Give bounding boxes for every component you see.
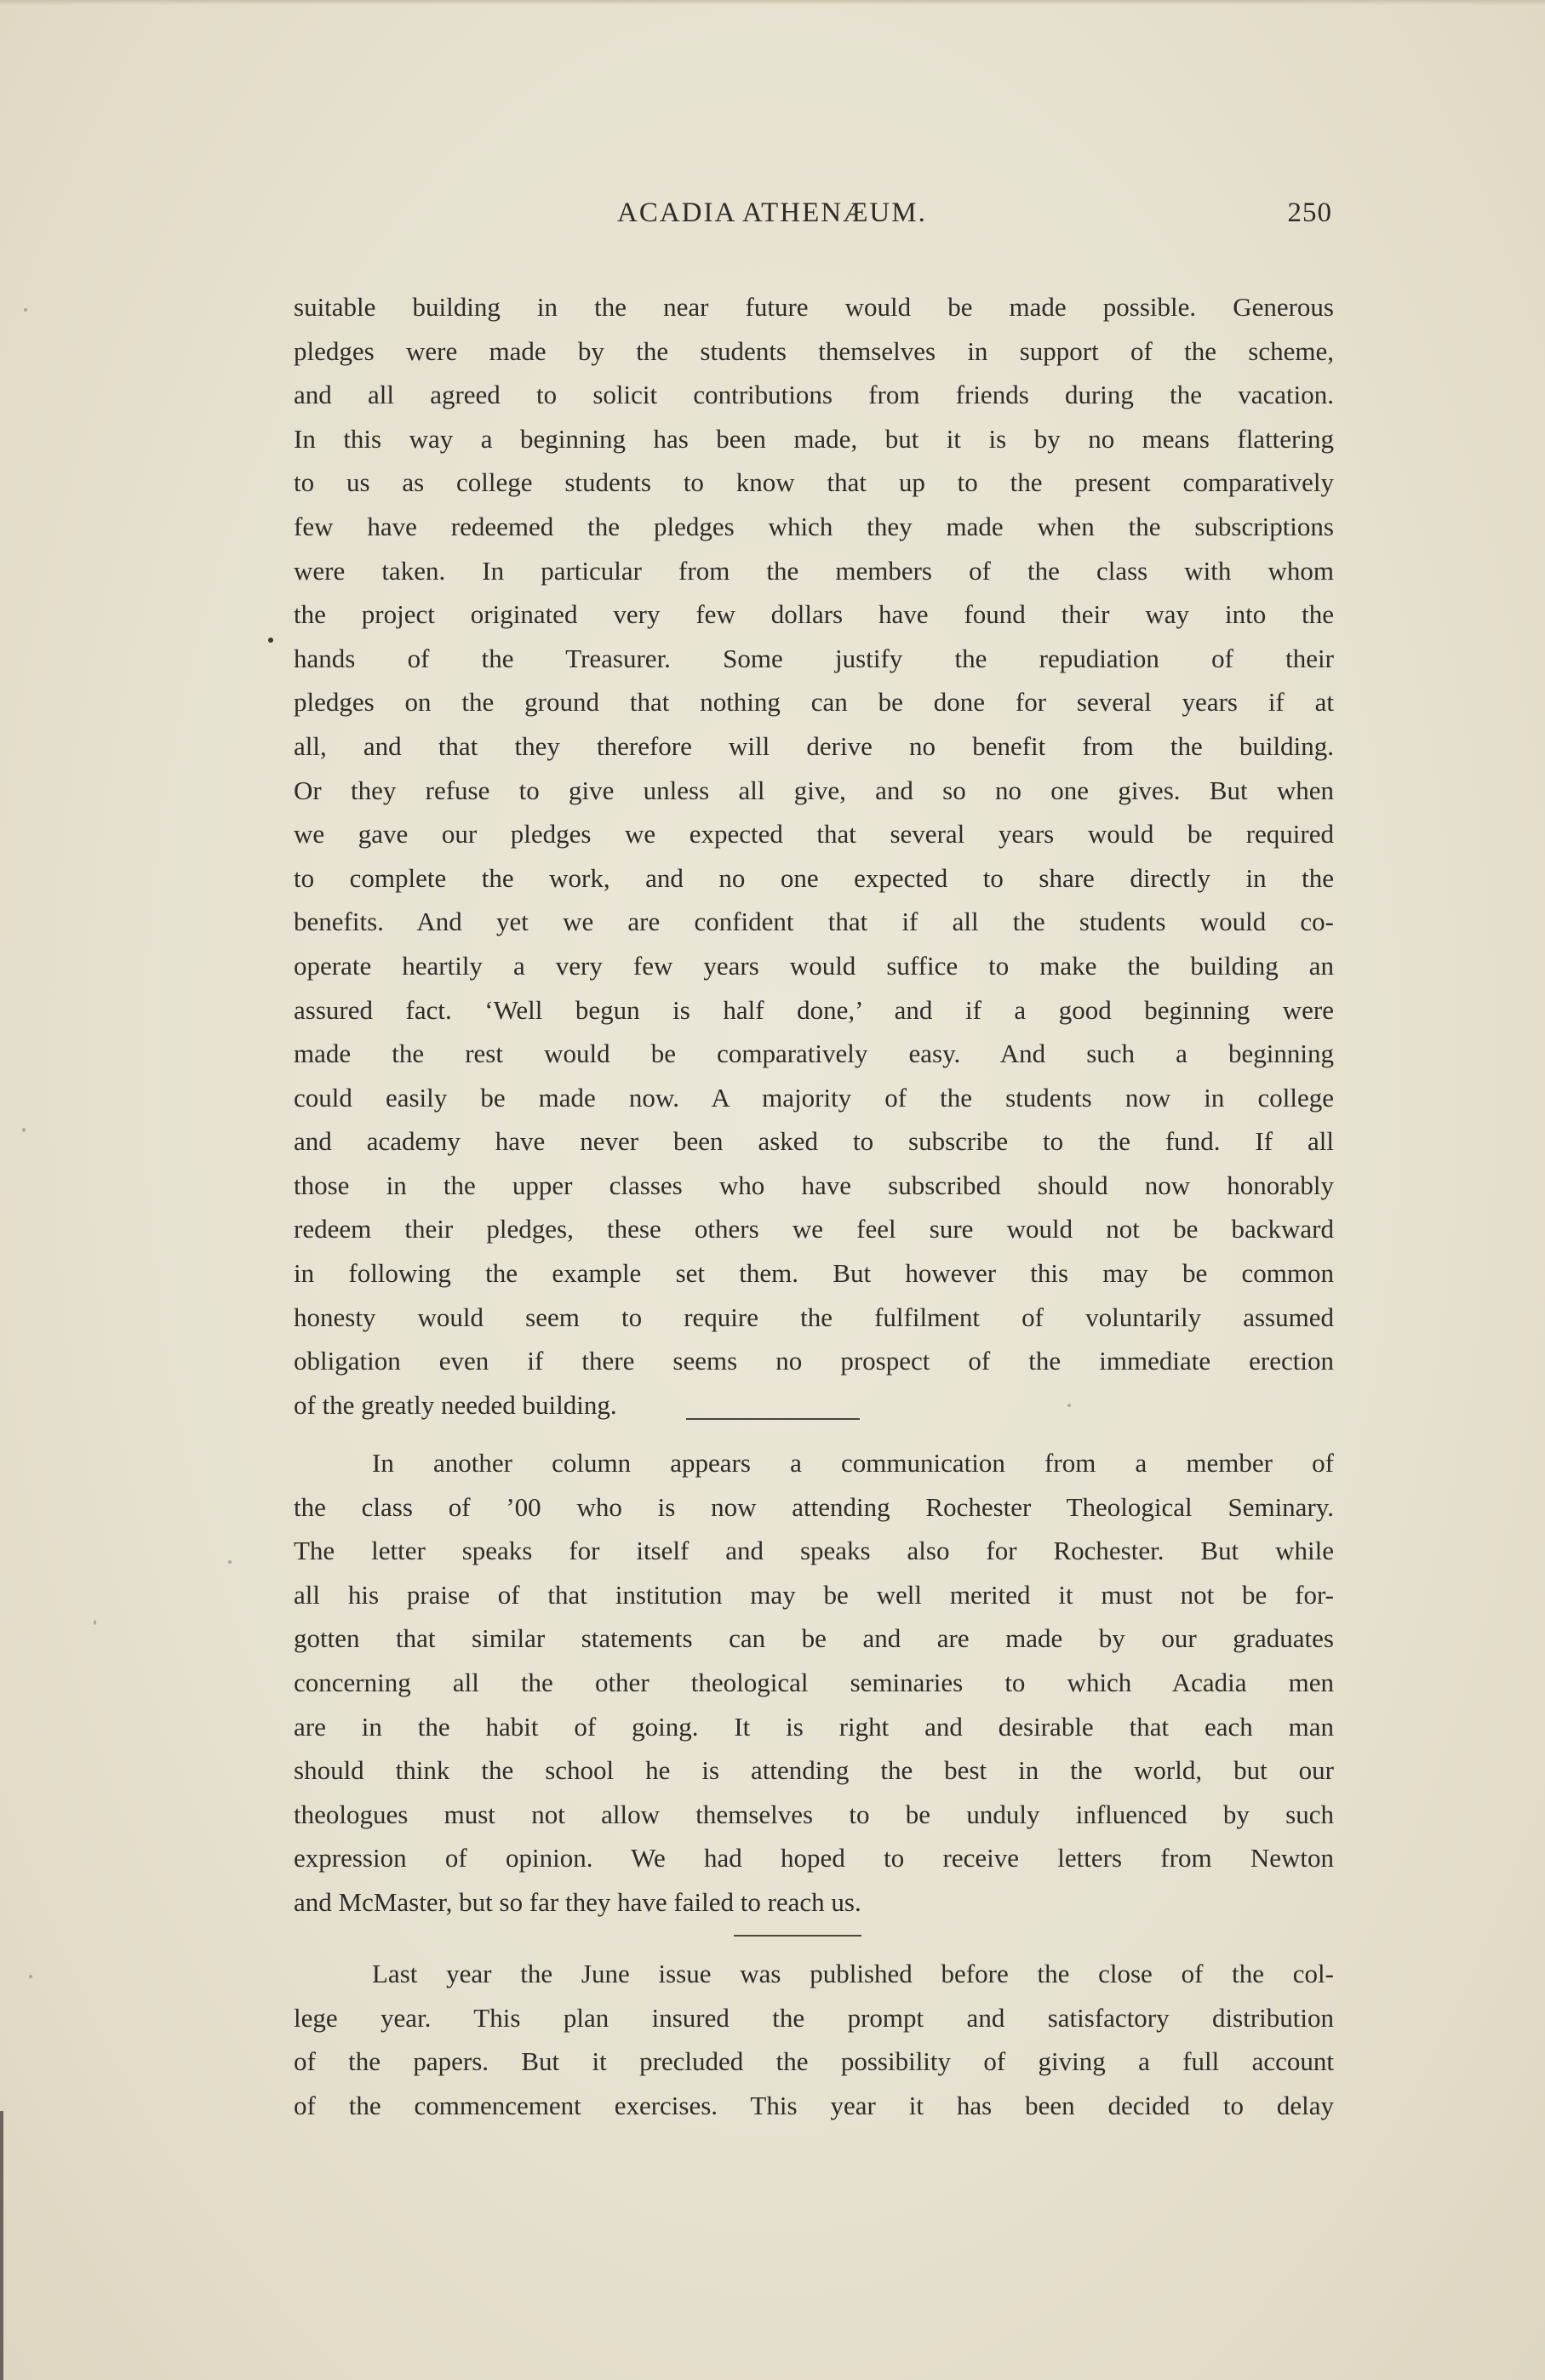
journal-title: ACADIA ATHENÆUM. — [617, 197, 927, 228]
text-line: Last year the June issue was published before the close of the col- — [372, 1959, 1334, 1988]
text-line: and McMaster, but so far they have failed to reach us. — [294, 1886, 861, 1917]
paper-speck — [22, 1128, 26, 1132]
text-line: we gave our pledges we expected that several years would be required — [294, 819, 1334, 850]
text-line: of the commencement exercises. This year it has been decided to delay — [294, 2090, 1334, 2120]
text-line: all, and that they therefore will derive no benefit from the building. — [294, 730, 1334, 761]
text-line: of the papers. But it precluded the possibility of giving a full account — [294, 2046, 1334, 2077]
text-line: in following the example set them. But however this may be common — [294, 1258, 1334, 1289]
text-line: suitable building in the near future would be made possible. Generous — [294, 292, 1334, 322]
text-line: should think the school he is attending the best in the world, but our — [294, 1755, 1334, 1786]
text-line: and academy have never been asked to subscribe to the fund. If all — [294, 1126, 1334, 1157]
text-line: the class of ’00 who is now attending Rochester Theological Seminary. — [294, 1491, 1334, 1522]
text-line: to complete the work, and no one expected to share directly in the — [294, 862, 1334, 893]
running-head — [294, 197, 1332, 240]
paper-speck — [24, 308, 27, 312]
text-line: hands of the Treasurer. Some justify the repudiation of their — [294, 643, 1334, 673]
margin-mark — [268, 638, 273, 643]
text-line: all his praise of that institution may be well merited it must not be for- — [294, 1579, 1334, 1610]
text-line: could easily be made now. A majority of the students now in college — [294, 1082, 1334, 1113]
text-line: In another column appears a communication from a member of — [372, 1448, 1334, 1478]
text-line: pledges on the ground that nothing can be done for several years if at — [294, 687, 1334, 718]
text-line: gotten that similar statements can be and are made by our graduates — [294, 1623, 1334, 1654]
text-line: The letter speaks for itself and speaks also for Rochester. But while — [294, 1536, 1334, 1566]
section-divider — [734, 1935, 861, 1937]
text-line: those in the upper classes who have subscribed should now honorably — [294, 1170, 1334, 1200]
text-line: theologues must not allow themselves to be unduly influenced by such — [294, 1799, 1334, 1829]
text-line: are in the habit of going. It is right and desirable that each man — [294, 1711, 1334, 1742]
page-binding-edge — [0, 2111, 3, 2380]
text-line: concerning all the other theological seminaries to which Acadia men — [294, 1667, 1334, 1697]
section-divider — [686, 1418, 860, 1420]
paper-speck — [94, 1620, 96, 1625]
text-line: the project originated very few dollars have found their way into the — [294, 599, 1334, 630]
text-line: and all agreed to solicit contributions from friends during the vacation. — [294, 380, 1334, 410]
text-line: were taken. In particular from the members of the class with whom — [294, 555, 1334, 586]
text-line: benefits. And yet we are confident that if all the students would co- — [294, 907, 1334, 937]
text-line: lege year. This plan insured the prompt and satisfactory distribution — [294, 2002, 1334, 2033]
text-line: to us as college students to know that up to the present comparatively — [294, 467, 1334, 498]
text-line: redeem their pledges, these others we feel sure would not be backward — [294, 1214, 1334, 1244]
text-line: of the greatly needed building. — [294, 1389, 617, 1420]
page-number: 250 — [1287, 197, 1332, 228]
text-line: Or they refuse to give unless all give, and so no one gives. But when — [294, 775, 1334, 805]
text-line: made the rest would be comparatively easy. And such a beginning — [294, 1038, 1334, 1069]
text-line: obligation even if there seems no prospect of the immediate erection — [294, 1346, 1334, 1376]
page-top-edge — [0, 0, 1545, 5]
text-line: honesty would seem to require the fulfilment of voluntarily assumed — [294, 1302, 1334, 1332]
paragraph-pledges — [294, 285, 1334, 1427]
paper-speck — [228, 1560, 232, 1564]
paragraph-rochester — [294, 1441, 1334, 1925]
text-line: In this way a beginning has been made, but it is by no means flattering — [294, 423, 1334, 454]
text-line: few have redeemed the pledges which they made when the subscriptions — [294, 511, 1334, 541]
text-line: operate heartily a very few years would suffice to make the building an — [294, 950, 1334, 981]
paper-speck — [29, 1975, 32, 1978]
paragraph-june-issue — [294, 1952, 1334, 2127]
text-line: pledges were made by the students themselves in support of the scheme, — [294, 335, 1334, 366]
text-line: expression of opinion. We had hoped to receive letters from Newton — [294, 1843, 1334, 1874]
text-line: assured fact. ‘Well begun is half done,’ and if a good beginning were — [294, 994, 1334, 1025]
